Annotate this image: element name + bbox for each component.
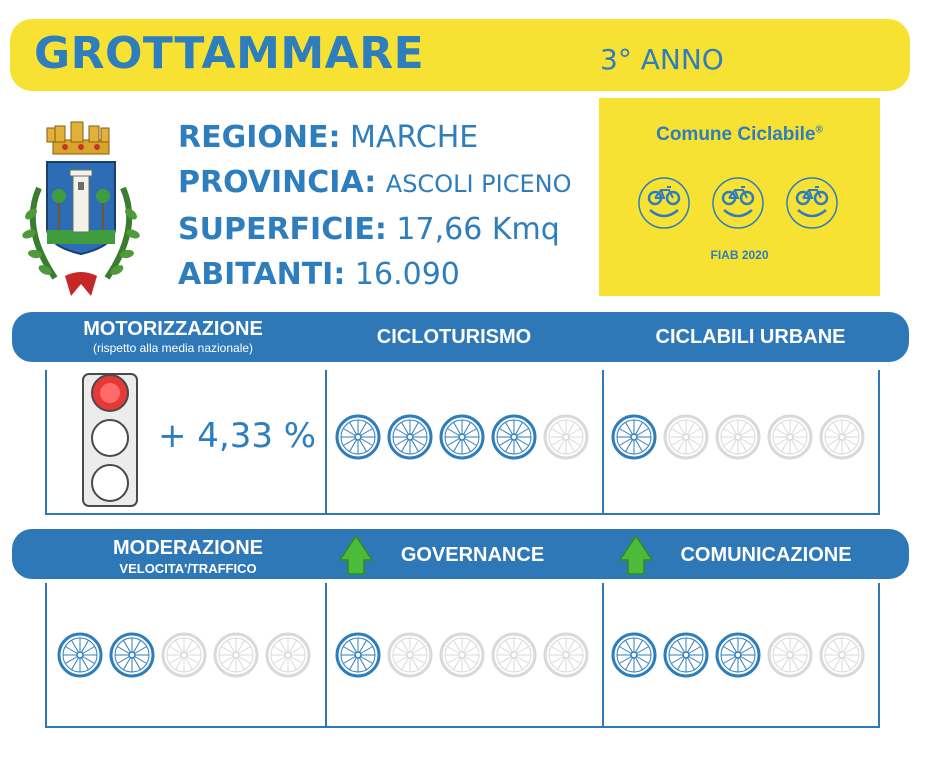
panel-border [45, 583, 47, 728]
wheel-active-icon [109, 632, 155, 678]
panel-border [602, 370, 604, 515]
abitanti-label: ABITANTI: [178, 257, 346, 292]
panel-border [45, 370, 47, 515]
badge-title: Comune Ciclabile® [656, 124, 823, 145]
wheel-active-icon [611, 414, 657, 460]
coat-of-arms-icon [15, 118, 145, 300]
wheel-inactive-icon [387, 632, 433, 678]
wheel-inactive-icon [213, 632, 259, 678]
wheel-inactive-icon [543, 414, 589, 460]
wheel-inactive-icon [439, 632, 485, 678]
wheel-active-icon [335, 414, 381, 460]
header-ciclabili-urbane: CICLABILI URBANE [655, 326, 846, 348]
panel-border [325, 370, 327, 515]
panel-border [602, 583, 604, 728]
provincia-label: PROVINCIA: [178, 165, 377, 200]
provincia-value: ASCOLI PICENO [385, 170, 572, 198]
wheel-inactive-icon [767, 632, 813, 678]
arrow-up-icon [338, 534, 374, 576]
wheel-inactive-icon [819, 632, 865, 678]
motorizzazione-value: + 4,33 % [158, 416, 317, 456]
wheel-inactive-icon [663, 414, 709, 460]
regione-label: REGIONE: [178, 120, 341, 155]
header-governance: GOVERNANCE [400, 544, 545, 566]
wheel-active-icon [611, 632, 657, 678]
superficie-value: 17,66 Kmq [396, 212, 560, 247]
wheel-active-icon [335, 632, 381, 678]
panel-border [878, 370, 880, 515]
abitanti-value: 16.090 [354, 257, 460, 292]
header-moderazione-subtitle: VELOCITA'/TRAFFICO [119, 561, 257, 576]
smiling-bike-icon [711, 176, 765, 230]
traffic-light-icon [80, 371, 140, 509]
wheel-inactive-icon [161, 632, 207, 678]
wheel-active-icon [715, 632, 761, 678]
year-label: 3° ANNO [600, 43, 724, 76]
header-comunicazione: COMUNICAZIONE [680, 544, 852, 566]
wheel-active-icon [57, 632, 103, 678]
superficie-label: SUPERFICIE: [178, 212, 387, 247]
wheel-inactive-icon [265, 632, 311, 678]
wheel-inactive-icon [767, 414, 813, 460]
wheel-inactive-icon [491, 632, 537, 678]
header-motorizzazione-subtitle: (rispetto alla media nazionale) [92, 341, 254, 355]
info-regione [178, 118, 478, 158]
wheel-inactive-icon [819, 414, 865, 460]
wheel-active-icon [439, 414, 485, 460]
info-superficie [178, 210, 560, 250]
header-moderazione: MODERAZIONE [113, 537, 263, 559]
wheel-active-icon [491, 414, 537, 460]
header-cicloturismo: CICLOTURISMO [376, 326, 532, 348]
header-motorizzazione: MOTORIZZAZIONE [83, 318, 263, 340]
badge-footer: FIAB 2020 [710, 248, 769, 262]
panel-border [325, 583, 327, 728]
comune-ciclabile-badge [599, 98, 880, 296]
info-provincia [178, 163, 571, 204]
wheel-inactive-icon [543, 632, 589, 678]
registered-mark: ® [815, 124, 823, 136]
wheel-inactive-icon [715, 414, 761, 460]
smiling-bike-icon [637, 176, 691, 230]
panel-border [878, 583, 880, 728]
smiling-bike-icon [785, 176, 839, 230]
regione-value: MARCHE [350, 120, 479, 155]
info-abitanti [178, 255, 460, 295]
panel-border [45, 726, 880, 728]
arrow-up-icon [618, 534, 654, 576]
wheel-active-icon [663, 632, 709, 678]
wheel-active-icon [387, 414, 433, 460]
panel-border [45, 513, 880, 515]
city-name: GROTTAMMARE [34, 28, 425, 79]
